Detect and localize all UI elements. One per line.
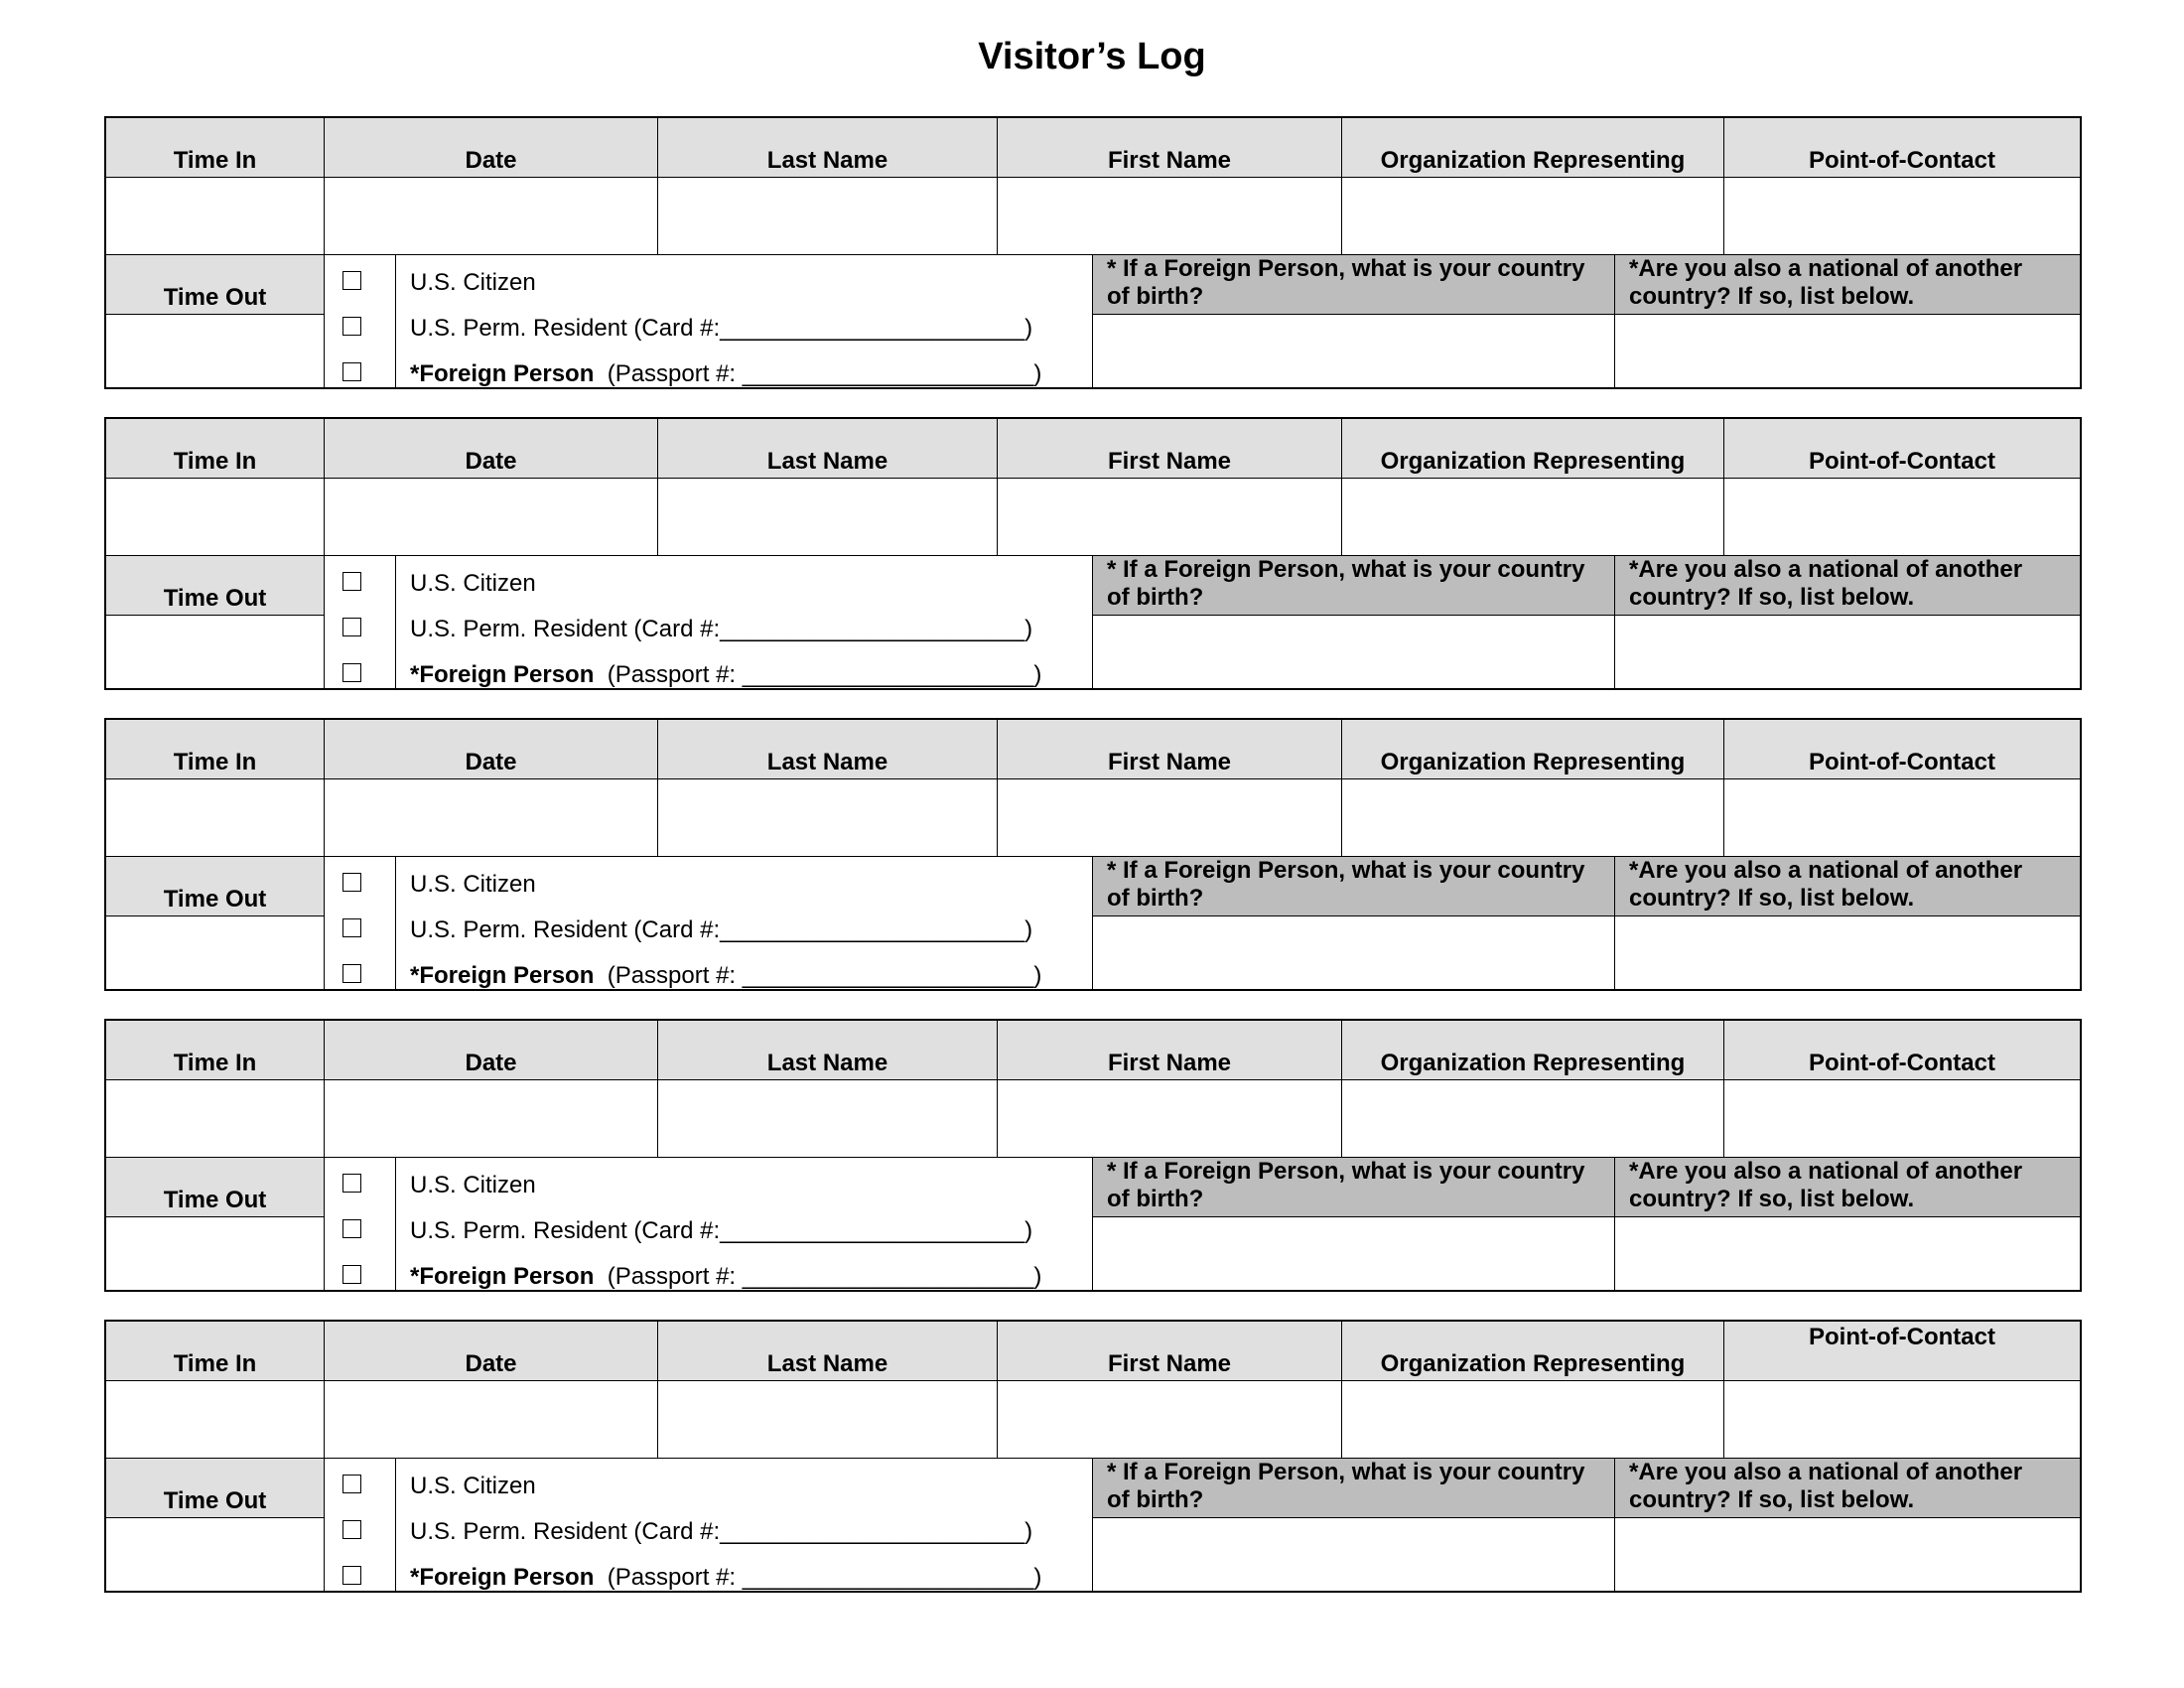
- time-in-field[interactable]: [106, 779, 325, 857]
- last-name-field[interactable]: [658, 1381, 998, 1459]
- last-name-header: Last Name: [658, 1322, 998, 1381]
- foreign-person-label: [410, 661, 1041, 689]
- date-header: Date: [325, 1021, 658, 1080]
- organization-field[interactable]: [1342, 1080, 1724, 1158]
- other-nationality-field[interactable]: [1615, 616, 2080, 688]
- other-nationality-header: *Are you also a national of another country? If so, list below.: [1615, 857, 2080, 916]
- foreign-person-label: [410, 360, 1041, 388]
- country-of-birth-field[interactable]: [1093, 315, 1615, 387]
- foreign-person-label: [410, 962, 1041, 990]
- perm-resident-checkbox[interactable]: [342, 618, 361, 636]
- other-nationality-header: *Are you also a national of another country? If so, list below.: [1615, 255, 2080, 315]
- date-field[interactable]: [325, 178, 658, 255]
- visitor-entry: [104, 116, 2082, 389]
- organization-header: Organization Representing: [1342, 720, 1724, 779]
- us-citizen-label: U.S. Citizen: [410, 1172, 536, 1198]
- us-citizen-checkbox[interactable]: [342, 572, 361, 591]
- last-name-header: Last Name: [658, 419, 998, 479]
- other-nationality-field[interactable]: [1615, 315, 2080, 387]
- country-of-birth-header: * If a Foreign Person, what is your country of birth?: [1093, 255, 1615, 315]
- foreign-person-checkbox[interactable]: [342, 362, 361, 381]
- point-of-contact-header: Point-of-Contact: [1724, 419, 2080, 479]
- first-name-field[interactable]: [998, 1381, 1342, 1459]
- visitor-entry: [104, 417, 2082, 690]
- last-name-field[interactable]: [658, 479, 998, 556]
- point-of-contact-field[interactable]: [1724, 178, 2080, 255]
- foreign-person-bold: *Foreign Person: [410, 1263, 595, 1290]
- foreign-person-bold: *Foreign Person: [410, 360, 595, 387]
- date-field[interactable]: [325, 479, 658, 556]
- time-in-field[interactable]: [106, 479, 325, 556]
- time-out-field[interactable]: [106, 315, 325, 387]
- passport-label: (Passport #: ______________________): [594, 661, 1042, 688]
- time-out-field[interactable]: [106, 1217, 325, 1290]
- country-of-birth-header: * If a Foreign Person, what is your country of birth?: [1093, 1459, 1615, 1518]
- time-out-header: Time Out: [106, 556, 325, 616]
- first-name-header: First Name: [998, 1021, 1342, 1080]
- perm-resident-checkbox[interactable]: [342, 1219, 361, 1238]
- other-nationality-header: *Are you also a national of another country? If so, list below.: [1615, 1158, 2080, 1217]
- checkbox-column: [325, 857, 396, 989]
- foreign-person-label: [410, 1263, 1041, 1291]
- foreign-person-bold: *Foreign Person: [410, 962, 595, 989]
- citizenship-status: [396, 1459, 1093, 1591]
- passport-label: (Passport #: ______________________): [594, 1263, 1042, 1290]
- organization-header: Organization Representing: [1342, 1021, 1724, 1080]
- us-citizen-checkbox[interactable]: [342, 1475, 361, 1493]
- first-name-header: First Name: [998, 419, 1342, 479]
- foreign-person-label: [410, 1564, 1041, 1592]
- first-name-header: First Name: [998, 720, 1342, 779]
- time-in-field[interactable]: [106, 178, 325, 255]
- date-field[interactable]: [325, 1080, 658, 1158]
- visitor-entry: [104, 1019, 2082, 1292]
- checkbox-column: [325, 556, 396, 688]
- us-citizen-checkbox[interactable]: [342, 873, 361, 892]
- time-out-header: Time Out: [106, 857, 325, 916]
- citizenship-status: [396, 556, 1093, 688]
- time-out-field[interactable]: [106, 916, 325, 989]
- us-citizen-checkbox[interactable]: [342, 1174, 361, 1193]
- organization-field[interactable]: [1342, 779, 1724, 857]
- point-of-contact-header: Point-of-Contact: [1724, 118, 2080, 178]
- organization-header: Organization Representing: [1342, 419, 1724, 479]
- perm-resident-label: U.S. Perm. Resident (Card #:_______________________): [410, 1217, 1033, 1244]
- date-header: Date: [325, 419, 658, 479]
- last-name-field[interactable]: [658, 779, 998, 857]
- foreign-person-checkbox[interactable]: [342, 663, 361, 682]
- country-of-birth-field[interactable]: [1093, 916, 1615, 989]
- time-out-header: Time Out: [106, 1158, 325, 1217]
- foreign-person-checkbox[interactable]: [342, 964, 361, 983]
- page-title: Visitor’s Log: [978, 36, 1206, 77]
- date-header: Date: [325, 720, 658, 779]
- checkbox-column: [325, 255, 396, 387]
- us-citizen-checkbox[interactable]: [342, 271, 361, 290]
- other-nationality-header: *Are you also a national of another country? If so, list below.: [1615, 556, 2080, 616]
- organization-header: Organization Representing: [1342, 118, 1724, 178]
- first-name-field[interactable]: [998, 1080, 1342, 1158]
- citizenship-status: [396, 1158, 1093, 1290]
- country-of-birth-field[interactable]: [1093, 1217, 1615, 1290]
- point-of-contact-field[interactable]: [1724, 1080, 2080, 1158]
- last-name-header: Last Name: [658, 1021, 998, 1080]
- foreign-person-bold: *Foreign Person: [410, 1564, 595, 1591]
- visitor-entry: [104, 1320, 2082, 1593]
- point-of-contact-header: Point-of-Contact: [1724, 1322, 2080, 1381]
- perm-resident-label: U.S. Perm. Resident (Card #:_______________________): [410, 1518, 1033, 1545]
- organization-field[interactable]: [1342, 178, 1724, 255]
- time-out-field[interactable]: [106, 616, 325, 688]
- country-of-birth-field[interactable]: [1093, 1518, 1615, 1591]
- first-name-header: First Name: [998, 1322, 1342, 1381]
- time-out-header: Time Out: [106, 255, 325, 315]
- date-header: Date: [325, 118, 658, 178]
- first-name-header: First Name: [998, 118, 1342, 178]
- time-out-field[interactable]: [106, 1518, 325, 1591]
- point-of-contact-header: Point-of-Contact: [1724, 1021, 2080, 1080]
- perm-resident-label: U.S. Perm. Resident (Card #:_______________________): [410, 916, 1033, 943]
- time-in-header: Time In: [106, 1021, 325, 1080]
- us-citizen-label: U.S. Citizen: [410, 1473, 536, 1499]
- last-name-field[interactable]: [658, 178, 998, 255]
- first-name-field[interactable]: [998, 479, 1342, 556]
- perm-resident-checkbox[interactable]: [342, 317, 361, 336]
- other-nationality-field[interactable]: [1615, 916, 2080, 989]
- us-citizen-label: U.S. Citizen: [410, 570, 536, 597]
- us-citizen-label: U.S. Citizen: [410, 871, 536, 898]
- time-in-header: Time In: [106, 720, 325, 779]
- last-name-field[interactable]: [658, 1080, 998, 1158]
- checkbox-column: [325, 1158, 396, 1290]
- perm-resident-checkbox[interactable]: [342, 918, 361, 937]
- time-in-header: Time In: [106, 419, 325, 479]
- country-of-birth-header: * If a Foreign Person, what is your country of birth?: [1093, 1158, 1615, 1217]
- country-of-birth-field[interactable]: [1093, 616, 1615, 688]
- organization-field[interactable]: [1342, 1381, 1724, 1459]
- perm-resident-label: U.S. Perm. Resident (Card #:_______________________): [410, 315, 1033, 342]
- other-nationality-field[interactable]: [1615, 1217, 2080, 1290]
- foreign-person-checkbox[interactable]: [342, 1566, 361, 1585]
- other-nationality-header: *Are you also a national of another country? If so, list below.: [1615, 1459, 2080, 1518]
- time-out-header: Time Out: [106, 1459, 325, 1518]
- foreign-person-checkbox[interactable]: [342, 1265, 361, 1284]
- passport-label: (Passport #: ______________________): [594, 962, 1042, 989]
- organization-field[interactable]: [1342, 479, 1724, 556]
- passport-label: (Passport #: ______________________): [594, 360, 1042, 387]
- time-in-header: Time In: [106, 1322, 325, 1381]
- passport-label: (Passport #: ______________________): [594, 1564, 1042, 1591]
- organization-header: Organization Representing: [1342, 1322, 1724, 1381]
- foreign-person-bold: *Foreign Person: [410, 661, 595, 688]
- visitor-entry: [104, 718, 2082, 991]
- date-header: Date: [325, 1322, 658, 1381]
- time-in-header: Time In: [106, 118, 325, 178]
- us-citizen-label: U.S. Citizen: [410, 269, 536, 296]
- last-name-header: Last Name: [658, 720, 998, 779]
- point-of-contact-header: Point-of-Contact: [1724, 720, 2080, 779]
- citizenship-status: [396, 857, 1093, 989]
- perm-resident-label: U.S. Perm. Resident (Card #:_______________________): [410, 616, 1033, 642]
- first-name-field[interactable]: [998, 779, 1342, 857]
- other-nationality-field[interactable]: [1615, 1518, 2080, 1591]
- perm-resident-checkbox[interactable]: [342, 1520, 361, 1539]
- country-of-birth-header: * If a Foreign Person, what is your country of birth?: [1093, 857, 1615, 916]
- citizenship-status: [396, 255, 1093, 387]
- point-of-contact-field[interactable]: [1724, 1381, 2080, 1459]
- date-field[interactable]: [325, 779, 658, 857]
- checkbox-column: [325, 1459, 396, 1591]
- point-of-contact-field[interactable]: [1724, 479, 2080, 556]
- time-in-field[interactable]: [106, 1080, 325, 1158]
- country-of-birth-header: * If a Foreign Person, what is your country of birth?: [1093, 556, 1615, 616]
- date-field[interactable]: [325, 1381, 658, 1459]
- time-in-field[interactable]: [106, 1381, 325, 1459]
- point-of-contact-field[interactable]: [1724, 779, 2080, 857]
- first-name-field[interactable]: [998, 178, 1342, 255]
- last-name-header: Last Name: [658, 118, 998, 178]
